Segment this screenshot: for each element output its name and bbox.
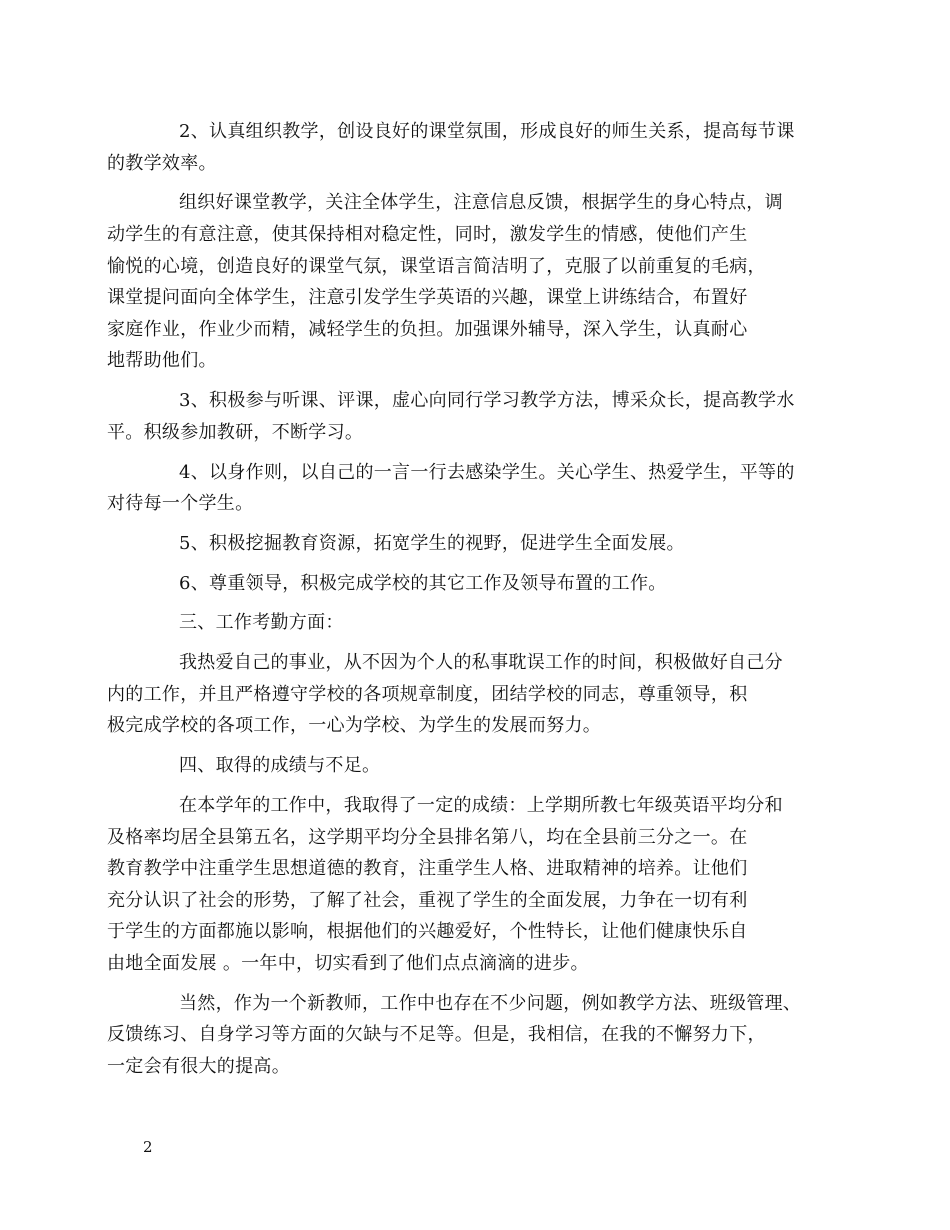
paragraph-line: 家庭作业，作业少而精，减轻学生的负担。加强课外辅导，深入学生，认真耐心 xyxy=(107,318,748,340)
paragraph-line: 于学生的方面都施以影响，根据他们的兴趣爱好，个性特长，让他们健康快乐自 xyxy=(107,921,748,943)
paragraph-line: 极完成学校的各项工作，一心为学校、为学生的发展而努力。 xyxy=(107,715,602,737)
paragraph-line: 地帮助他们。 xyxy=(107,350,217,372)
paragraph-line: 四、取得的成绩与不足。 xyxy=(179,755,381,777)
paragraph-line: 教育教学中注重学生思想道德的教育，注重学生人格、进取精神的培养。让他们 xyxy=(107,858,748,880)
paragraph xyxy=(107,790,805,980)
paragraph-line: 2、认真组织教学，创设良好的课堂氛围，形成良好的师生关系，提高每节课 xyxy=(179,121,795,142)
paragraph xyxy=(107,385,805,448)
paragraph xyxy=(107,116,805,179)
paragraph-line: 愉悦的心境，创造良好的课堂气氛，课堂语言简洁明了，克服了以前重复的毛病， xyxy=(107,255,766,277)
paragraph-line: 在本学年的工作中，我取得了一定的成绩：上学期所教七年级英语平均分和 xyxy=(179,794,783,816)
paragraph-line: 及格率均居全县第五名，这学期平均分全县排名第八，均在全县前三分之一。在 xyxy=(107,826,748,848)
paragraph-line: 对待每一个学生。 xyxy=(107,493,254,515)
paragraph xyxy=(107,988,805,1083)
paragraph-line: 反馈练习、自身学习等方面的欠缺与不足等。但是，我相信，在我的不懈努力下， xyxy=(107,1024,766,1046)
paragraph-line: 的教学效率。 xyxy=(107,152,217,174)
paragraph xyxy=(143,528,805,560)
paragraph-line: 三、工作考勤方面： xyxy=(179,612,344,634)
paragraph xyxy=(107,647,805,742)
paragraph-line: 动学生的有意注意，使其保持相对稳定性，同时，激发学生的情感，使他们产生 xyxy=(107,223,748,245)
paragraph xyxy=(107,457,805,520)
paragraph-line: 由地全面发展 。一年中，切实看到了他们点点滴滴的进步。 xyxy=(107,952,589,974)
paragraph xyxy=(143,568,805,600)
paragraph-line: 我热爱自己的事业，从不因为个人的私事耽误工作的时间，积极做好自己分 xyxy=(179,652,783,674)
paragraph xyxy=(143,607,805,639)
paragraph xyxy=(107,187,805,377)
paragraph-line: 充分认识了社会的形势，了解了社会，重视了学生的全面发展，力争在一切有利 xyxy=(107,889,748,911)
paragraph xyxy=(143,750,805,782)
page-number: 2 xyxy=(143,1138,153,1156)
paragraph-line: 内的工作，并且严格遵守学校的各项规章制度，团结学校的同志，尊重领导，积 xyxy=(107,683,748,705)
paragraph-line: 一定会有很大的提高。 xyxy=(107,1055,290,1077)
paragraph-line: 3、积极参与听课、评课，虚心向同行学习教学方法，博采众长，提高教学水 xyxy=(179,390,795,412)
paragraph-line: 4、以身作则，以自己的一言一行去感染学生。关心学生、热爱学生，平等的 xyxy=(179,461,795,483)
paragraph-line: 平。积级参加教研，不断学习。 xyxy=(107,421,364,443)
paragraph-line: 组织好课堂教学，关注全体学生，注意信息反馈，根据学生的身心特点，调 xyxy=(179,192,783,214)
paragraph-line: 5、积极挖掘教育资源，拓宽学生的视野，促进学生全面发展。 xyxy=(179,532,685,554)
paragraph-line: 当然，作为一个新教师，工作中也存在不少问题，例如教学方法、班级管理、 xyxy=(179,992,802,1014)
paragraph-line: 课堂提问面向全体学生，注意引发学生学英语的兴趣，课堂上讲练结合，布置好 xyxy=(107,287,748,309)
document-body xyxy=(107,116,805,1091)
paragraph-line: 6、尊重领导，积极完成学校的其它工作及领导布置的工作。 xyxy=(179,572,667,594)
